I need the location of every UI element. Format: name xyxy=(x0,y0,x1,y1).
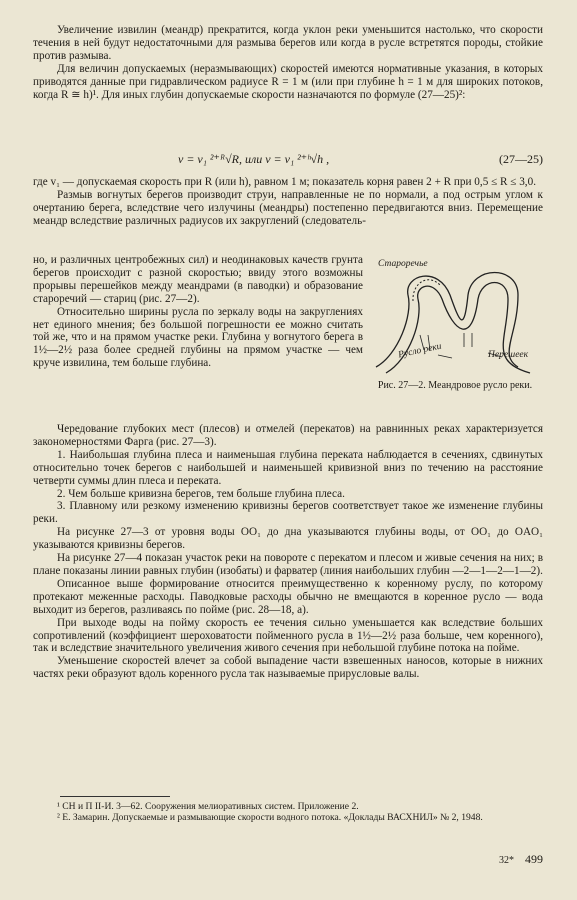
paragraph: но, и различных центробежных сил) и неодинаковых качеств грунта берегов происходит с разной скоростью; ввиду этого возможны прорывы перешейков между меандрами (в паводки) и образование староречий — стариц (рис. 27—2). xyxy=(33,254,363,305)
paragraph: Для величин допускаемых (неразмывающих) скоростей имеются нормативные указания, в которых приводятся данные при гидравлическом радиусе R = 1 м (или при глубине h = 1 м для широких потоков, когда R ≅ h)¹. Для иных глубин допускаемые скорости назначаются по формуле (27—25)²: xyxy=(33,62,543,101)
paragraph: 3. Плавному или резкому изменению кривизны берегов соответствует такое же изменение глубины реки. xyxy=(33,500,543,526)
paragraph: Увеличение извилин (меандр) прекратится, когда уклон реки уменьшится настолько, что скорости течения в ней будут недостаточными для размыва берегов или когда в русле встретятся породы, стойкие против размыва. xyxy=(33,24,543,62)
figure-caption: Рис. 27—2. Меандровое русло реки. xyxy=(377,380,533,391)
label-neck: Перешеек xyxy=(488,350,529,360)
paragraph: На рисунке 27—4 показан участок реки на повороте с перекатом и плесом и живые сечения на них; в плане показаны линии равных глубин (изобаты) и фарватер (линия наибольших глубин —2—1—2—1—2). xyxy=(33,552,543,577)
paragraph: Относительно ширины русла по зеркалу воды на закруглениях нет единого мнения; без большой погрешности ее можно считать той же, что и на прямом участке реки. Глубина у вогнутого берега в 1½—2½ раза более средней глубины на прямом участке — чем круче извилина, тем больше глубина. xyxy=(33,305,363,370)
formula-expression: v = v₁ ²⁺ᴿ√R, или v = v₁ ²⁺ʰ√h , xyxy=(178,152,330,166)
page-number: 499 xyxy=(525,852,543,866)
text-block-middle xyxy=(33,176,543,228)
printer-signature: 32* xyxy=(499,855,514,866)
paragraph: 1. Наибольшая глубина плеса и наименьшая глубина переката наблюдается в сечениях, сдвинутых относительно точек берегов с наибольшей и наименьшей кривизной вниз по течению на расстояние четверти суммы длин плеса и переката. xyxy=(33,448,543,487)
formula-number: (27—25) xyxy=(499,152,543,166)
paragraph: Размыв вогнутых берегов производит струи, направленные не по нормали, а под острым углом к очертанию берега, вследствие чего излучины (меандры) постепенно передвигаются вниз. Перемещение меандр вследствие различных радиусов их закруглений (следователь- xyxy=(33,188,543,227)
footnote: ² Е. Замарин. Допускаемые и размывающие скорости водного потока. «Доклады ВАСХНИЛ» № 2, 1948. xyxy=(57,812,483,824)
paragraph: 2. Чем больше кривизна берегов, тем больше глубина плеса. xyxy=(57,487,345,500)
footnote-divider xyxy=(60,796,170,797)
paragraph: Описанное выше формирование относится преимущественно к коренному руслу, по которому протекают меженные расходы. Паводковые расходы обычно не вмещаются в коренное русло — вода выходит из берегов, разливаясь по пойме (рис. 28—18, а). xyxy=(33,577,543,616)
footnote: ¹ СН и П II-И. 3—62. Сооружения мелиоративных систем. Приложение 2. xyxy=(57,801,359,812)
paragraph: На рисунке 27—3 от уровня воды OO₁ до дна указываются глубины воды, от OO₁ до OAO₁ указываются кривизны берегов. xyxy=(33,526,543,552)
label-oxbow: Староречье xyxy=(378,259,428,269)
paragraph: где v₁ — допускаемая скорость при R (или h), равном 1 м; показатель корня равен 2 + R при 0,5 ≤ R ≤ 3,0. xyxy=(33,176,536,188)
text-block-bottom xyxy=(33,423,543,681)
label-riverbed: Русло реки xyxy=(397,341,443,361)
paragraph: Уменьшение скоростей влечет за собой выпадение части взвешенных наносов, которые в нижних частях реки образуют вдоль коренного русла так называемые прирусловые валы. xyxy=(33,655,543,681)
paragraph: Чередование глубоких мест (плесов) и отмелей (перекатов) на равнинных реках характеризуется закономерностями Фарга (рис. 27—3). xyxy=(33,423,543,448)
formula-27-25 xyxy=(33,148,543,172)
page-number-area xyxy=(499,852,543,867)
paragraph: При выходе воды на пойму скорость ее течения сильно уменьшается как вследствие больших сопротивлений (коэффициент шероховатости пойменного русла в 1½—2½ раза больше, чем коренного), так и вследствие значительного увеличения живого сечения при небольшой глубине потока на пойме. xyxy=(33,616,543,655)
footnotes xyxy=(33,801,543,823)
text-block-wrapped xyxy=(33,254,363,370)
text-block-top xyxy=(33,24,543,101)
